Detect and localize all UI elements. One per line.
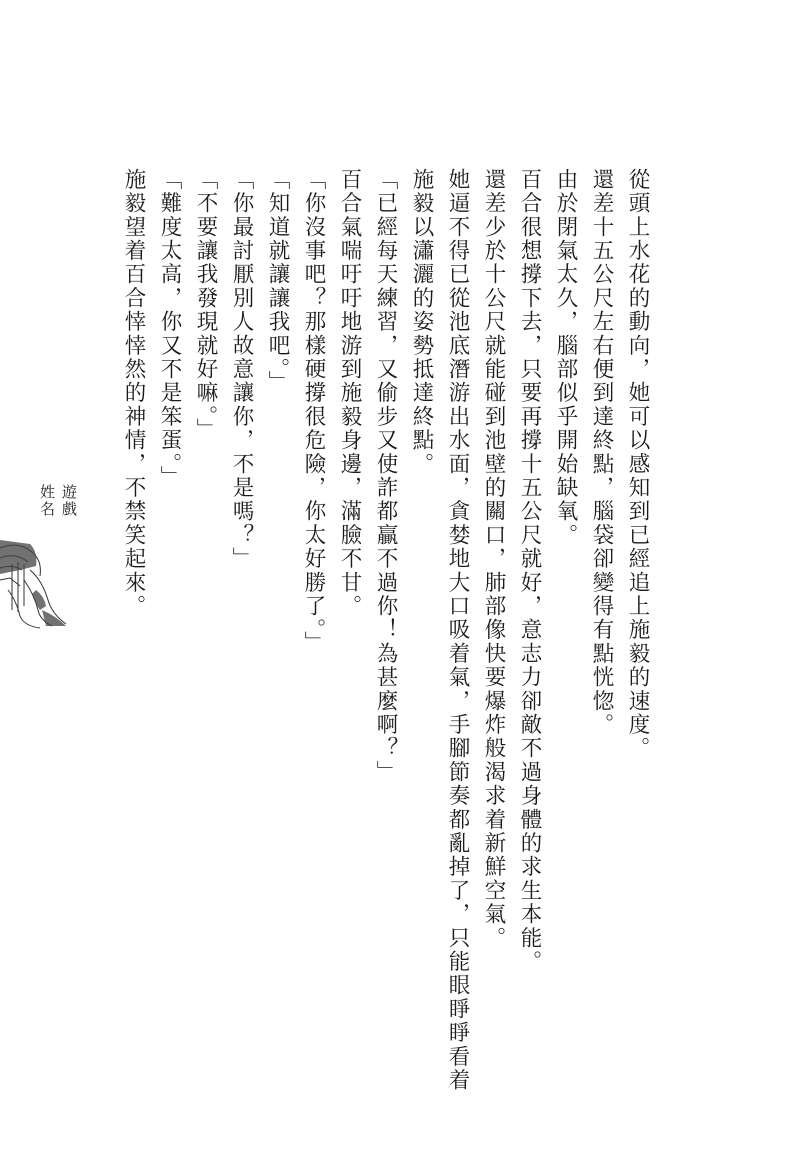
- running-header-subtitle: 姓名: [38, 484, 56, 518]
- paragraph: 還差少於十公尺就能碰到池壁的關口，肺部像快要爆炸般渴求着新鮮空氣。: [481, 168, 506, 951]
- paragraph: 從頭上水花的動向，她可以感知到已經追上施毅的速度。: [625, 168, 650, 761]
- corner-illustration: [0, 540, 70, 630]
- paragraph: 「你最討厭別人故意讓你，不是嗎？」: [229, 168, 254, 571]
- body-text: [115, 168, 655, 1098]
- paragraph: 百合氣喘吁吁地游到施毅身邊，滿臉不甘。: [337, 168, 362, 619]
- paragraph: 「你沒事吧？那樣硬撐很危險，你太好勝了。」: [301, 168, 326, 655]
- paragraph: 百合很想撐下去，只要再撐十五公尺就好，意志力卻敵不過身體的求生本能。: [517, 168, 542, 974]
- paragraph: 還差十五公尺左右便到達終點，腦袋卻變得有點恍惚。: [589, 168, 614, 737]
- paragraph: 「已經每天練習，又偷步又使詐都贏不過你！為甚麼啊？」: [373, 168, 398, 785]
- paragraph: 施毅望着百合悻悻然的神情，不禁笑起來。: [121, 168, 146, 619]
- paragraph: 「不要讓我發現就好嘛。」: [193, 168, 218, 442]
- paragraph: 「知道就讓讓我吧。」: [265, 168, 290, 395]
- paragraph: 「難度太高，你又不是笨蛋。」: [157, 168, 182, 490]
- paragraph: 由於閉氣太久，腦部似乎開始缺氧。: [553, 168, 578, 548]
- paragraph: 她逼不得已從池底潛游出水面，貪婪地大口吸着氣，手腳節奏都亂掉了，只能眼睜睜看着施毅以瀟灑的姿勢抵達終點。: [409, 168, 470, 1093]
- running-header-title: 遊戲: [60, 484, 78, 518]
- running-header: [30, 484, 80, 544]
